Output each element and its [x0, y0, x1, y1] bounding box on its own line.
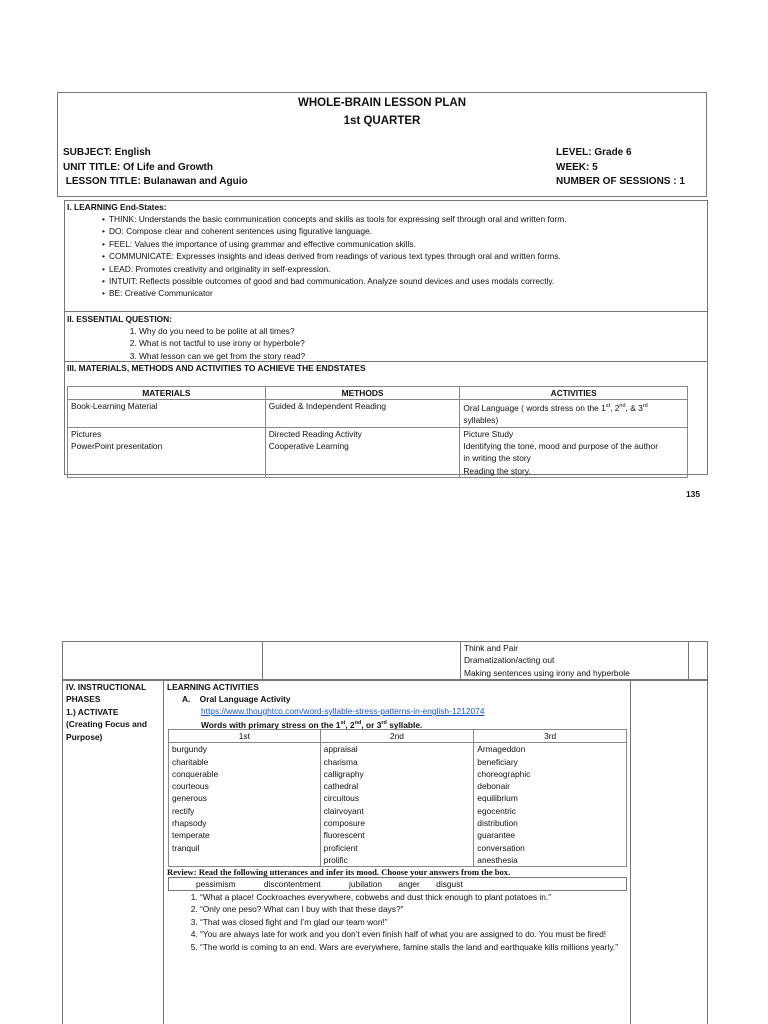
words-1st: burgundy charitable conquerable courteous generous rectify rhapsody temperate tranquil	[169, 743, 321, 867]
words-2nd: appraisal charisma calligraphy cathedral circuitous clairvoyant composure fluorescent proficient prolific	[320, 743, 474, 867]
week: WEEK: 5	[556, 162, 598, 173]
materials-cell: Book-Learning Material	[68, 400, 266, 427]
learning-item: • BE: Creative Communicator	[102, 287, 702, 299]
continued-activities: Think and Pair Dramatization/acting out Making sentences using irony and hyperbole	[464, 643, 630, 678]
learning-item: • DO: Compose clear and coherent sentences using figurative language.	[102, 225, 702, 237]
review-instruction: Review: Read the following utterances and infer its mood. Choose your answers from the box.	[167, 867, 511, 877]
divider	[630, 680, 631, 1024]
activities-cell: Picture Study Identifying the tone, mood and purpose of the author in writing the story Reading the story.	[460, 427, 688, 477]
learning-activities-heading: LEARNING ACTIVITIES	[167, 682, 259, 692]
subject: SUBJECT: English	[63, 147, 151, 158]
mood-choices: pessimism discontentment jubilation anger disgust	[196, 879, 463, 889]
divider	[688, 641, 689, 680]
essential-question: 1. Why do you need to be polite at all times?	[139, 325, 699, 337]
utterance: 4. “You are always late for work and you don’t even finish half of what you are assigned to do. You must be fired!	[200, 928, 646, 940]
unit-title: UNIT TITLE: Of Life and Growth	[63, 162, 213, 173]
words-3rd: Armageddon beneficiary choreographic debonair equilibrium egocentric distribution guarantee conversation anesthesia	[474, 743, 627, 867]
divider	[460, 641, 461, 680]
utterance: 5. “The world is coming to an end. Wars are everywhere, famine stalls the land and earthquake kills millions yearly.”	[200, 941, 646, 953]
phase-label: IV. INSTRUCTIONAL PHASES 1.) ACTIVATE (Creating Focus and Purpose)	[66, 682, 147, 742]
utterance: 1. “What a place! Cockroaches everywhere, cobwebs and dust thick enough to plant potatoes in.”	[200, 891, 646, 903]
learning-item: • THINK: Understands the basic communication concepts and skills as tools for expressing self through oral and written form.	[102, 213, 702, 225]
learning-item: • LEAD: Promotes creativity and originality in self-expression.	[102, 263, 702, 275]
learning-list	[102, 213, 702, 300]
divider	[262, 641, 263, 680]
col-1st: 1st	[169, 730, 321, 743]
learning-item: • INTUIT: Reflects possible outcomes of good and bad communication. Analyze sound devices and uses modals correctly.	[102, 275, 702, 287]
col-2nd: 2nd	[320, 730, 474, 743]
oral-language-label: A. Oral Language Activity	[182, 694, 291, 704]
stress-words-table	[168, 729, 627, 867]
materials-heading: III. MATERIALS, METHODS AND ACTIVITIES TO ACHIEVE THE ENDSTATES	[67, 363, 366, 373]
col-methods: METHODS	[265, 387, 460, 400]
col-materials: MATERIALS	[68, 387, 266, 400]
methods-cell: Directed Reading Activity Cooperative Learning	[265, 427, 460, 477]
page-number: 135	[686, 489, 700, 499]
essential-question: 2. What is not tactful to use irony or hyperbole?	[139, 337, 699, 349]
materials-table	[67, 386, 688, 478]
methods-cell: Guided & Independent Reading	[265, 400, 460, 427]
number-of-sessions: NUMBER OF SESSIONS : 1	[556, 176, 685, 187]
col-3rd: 3rd	[474, 730, 627, 743]
utterance: 2. “Only one peso? What can I buy with that these days?”	[200, 903, 646, 915]
utterances-list	[178, 891, 646, 953]
lesson-title: LESSON TITLE: Bulanawan and Aguio	[63, 176, 248, 187]
learning-heading: I. LEARNING End-States:	[67, 202, 167, 212]
doc-title: WHOLE-BRAIN LESSON PLAN	[297, 97, 467, 109]
syllable-stress-link[interactable]: https://www.thoughtco.com/word-syllable-stress-patterns-in-english-1212074	[201, 706, 485, 716]
level: LEVEL: Grade 6	[556, 147, 632, 158]
essential-heading: II. ESSENTIAL QUESTION:	[67, 314, 173, 324]
stress-heading: Words with primary stress on the 1st, 2nd, or 3rd syllable.	[201, 719, 423, 730]
essential-list	[117, 325, 699, 362]
learning-item: • FEEL: Values the importance of using grammar and effective communication skills.	[102, 238, 702, 250]
utterance: 3. “That was closed fight and I’m glad our team won!”	[200, 916, 646, 928]
essential-question: 3. What lesson can we get from the story read?	[139, 350, 699, 362]
divider	[163, 680, 164, 1024]
doc-quarter: 1st QUARTER	[343, 115, 421, 127]
materials-cell: Pictures PowerPoint presentation	[68, 427, 266, 477]
learning-item: • COMMUNICATE: Expresses insights and ideas derived from readings of various text types through oral and written forms.	[102, 250, 702, 262]
activities-cell: Oral Language ( words stress on the 1st, 2nd, & 3rd syllables)	[460, 400, 688, 427]
col-activities: ACTIVITIES	[460, 387, 688, 400]
